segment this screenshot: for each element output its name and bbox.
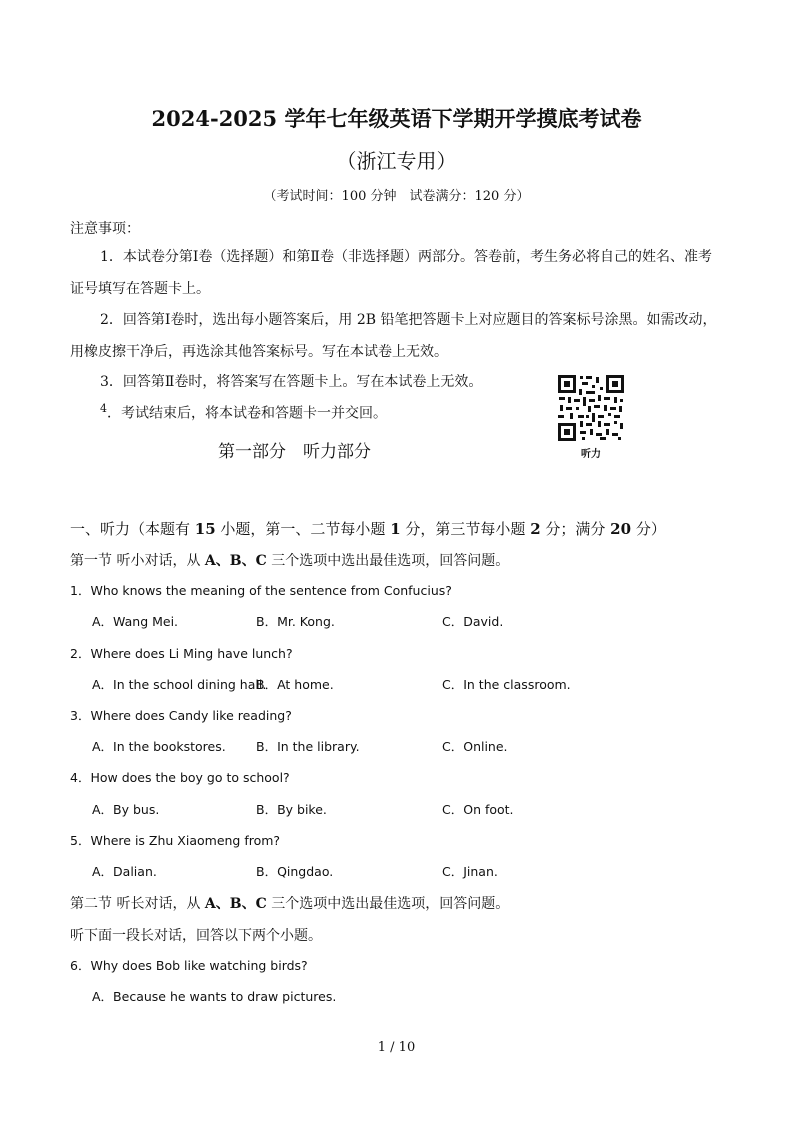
- page-number: 1 / 10: [377, 1040, 416, 1055]
- question-4-option-c: C．On foot.: [442, 802, 514, 817]
- document-title: 2024-2025 学年七年级英语下学期开学摸底考试卷: [151, 106, 642, 131]
- section-heading-points-1: 1: [390, 520, 401, 538]
- section-heading: [70, 518, 666, 539]
- section-heading-points-2: 2: [530, 520, 541, 538]
- part1-instruction: [70, 550, 509, 570]
- note-item-3: 3．回答第Ⅱ卷时，将答案写在答题卡上。写在本试卷上无效。: [100, 374, 483, 390]
- part2-instruction-pre: 第二节 听长对话，从: [70, 896, 205, 912]
- part2-instruction-abc: A、B、C: [204, 896, 267, 912]
- exam-info: （考试时间：100 分钟 试卷满分：120 分）: [263, 189, 530, 204]
- question-3: 3．Where does Candy like reading?: [70, 708, 292, 723]
- section-heading-pre: 一、听力（本题有: [70, 520, 195, 538]
- question-2-option-a: A．In the school dining hall.: [92, 677, 267, 692]
- section-heading-mid2: 分，第三节每小题: [400, 520, 531, 538]
- question-4-option-a: A．By bus.: [92, 802, 160, 817]
- question-2-option-b: B．At home.: [256, 677, 334, 692]
- part2-instruction: [70, 893, 509, 913]
- question-3-option-c: C．Online.: [442, 739, 508, 754]
- section-heading-post: 分）: [631, 520, 666, 538]
- question-3-option-b: B．In the library.: [256, 739, 360, 754]
- section-heading-total: 20: [610, 520, 632, 538]
- question-5: 5．Where is Zhu Xiaomeng from?: [70, 833, 281, 848]
- question-6-option-a: A．Because he wants to draw pictures.: [92, 989, 337, 1004]
- note-item-4-text: ．考试结束后，将本试卷和答题卡一并交回。: [107, 405, 387, 422]
- question-2-option-c: C．In the classroom.: [442, 677, 571, 692]
- qr-code-graphic: [556, 373, 626, 443]
- question-3-option-a: A．In the bookstores.: [92, 739, 226, 754]
- question-1-option-b: B．Mr. Kong.: [256, 614, 335, 629]
- question-5-option-c: C．Jinan.: [442, 864, 498, 879]
- note-item-4: [100, 402, 387, 423]
- question-6: 6．Why does Bob like watching birds?: [70, 958, 308, 973]
- part-heading: 第一部分 听力部分: [218, 442, 371, 462]
- document-subtitle: （浙江专用）: [336, 149, 457, 173]
- part2-instruction-post: 三个选项中选出最佳选项，回答问题。: [266, 896, 510, 912]
- question-4: 4．How does the boy go to school?: [70, 770, 290, 785]
- notes-heading: 注意事项：: [70, 221, 140, 237]
- question-5-option-a: A．Dalian.: [92, 864, 157, 879]
- note-item-1: 1．本试卷分第Ⅰ卷（选择题）和第Ⅱ卷（非选择题）两部分。答卷前，考生务必将自己的姓名、准考证号填写在答题卡上。: [70, 249, 712, 297]
- question-1-option-c: C．David.: [442, 614, 504, 629]
- note-item-2: 2．回答第Ⅰ卷时，选出每小题答案后，用 2B 铅笔把答题卡上对应题目的答案标号涂黑。如需改动，用橡皮擦干净后，再选涂其他答案标号。写在本试卷上无效。: [70, 312, 717, 360]
- question-4-option-b: B．By bike.: [256, 802, 327, 817]
- question-5-option-b: B．Qingdao.: [256, 864, 334, 879]
- part1-instruction-pre: 第一节 听小对话，从: [70, 553, 205, 569]
- note-item-4-number: 4: [100, 402, 107, 415]
- qr-caption: 听力: [581, 449, 601, 460]
- part1-instruction-abc: A、B、C: [204, 553, 267, 569]
- part1-instruction-post: 三个选项中选出最佳选项，回答问题。: [266, 553, 510, 569]
- qr-code-icon: [556, 373, 626, 443]
- section-heading-mid1: 小题，第一、二节每小题: [215, 520, 391, 538]
- question-1-option-a: A．Wang Mei.: [92, 614, 179, 629]
- question-1: 1．Who knows the meaning of the sentence from Confucius?: [70, 583, 452, 598]
- section-heading-mid3: 分；满分: [540, 520, 611, 538]
- section-heading-count: 15: [194, 520, 216, 538]
- part2-sub-instruction: 听下面一段长对话，回答以下两个小题。: [70, 928, 322, 944]
- question-2: 2．Where does Li Ming have lunch?: [70, 646, 293, 661]
